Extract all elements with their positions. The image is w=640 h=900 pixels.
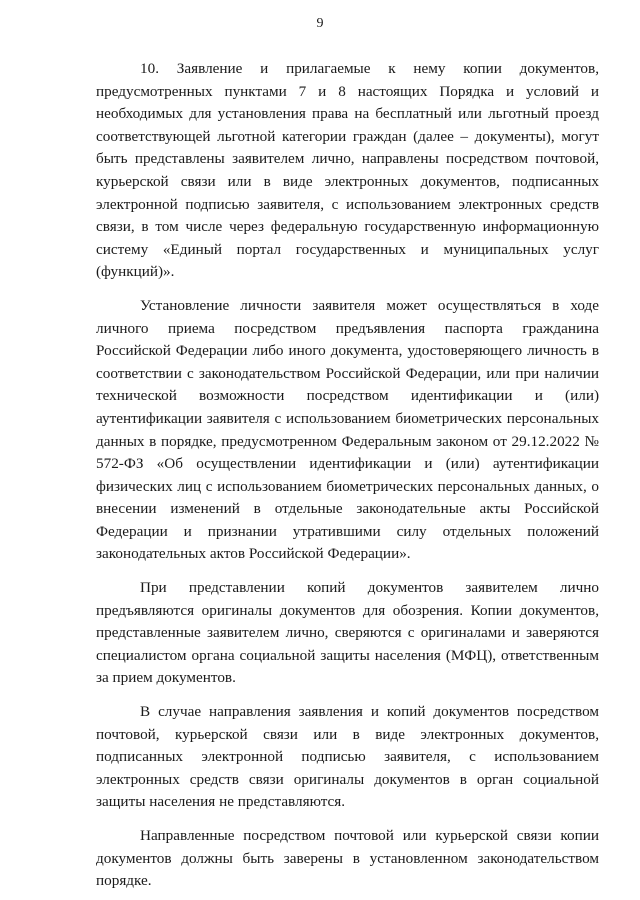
paragraph-10-submission: 10. Заявление и прилагаемые к нему копии документов, предусмотренных пунктами 7 и 8 настоящих Порядка и условий и необходимых для установления права на бесплатный или льготный проезд соответствующей льготной категории граждан (далее – документы), могут быть представлены заявителем лично, направлены посредством почтовой, курьерской связи или в виде электронных документов, подписанных электронной подписью заявителя, с использованием электронных средств связи, в том числе через федеральную государственную информационную систему «Единый портал государственных и муниципальных услуг (функций)». xyxy=(96,60,599,281)
paragraph-originals-presentation: При представлении копий документов заявителем лично предъявляются оригиналы документов для обозрения. Копии документов, представленные заявителем лично, сверяются с оригиналами и заверяются специалистом органа социальной защиты населения (МФЦ), ответственным за прием документов. xyxy=(96,579,599,687)
page-number: 9 xyxy=(316,16,324,31)
document-body xyxy=(96,58,599,893)
paragraph-certified-copies: Направленные посредством почтовой или курьерской связи копии документов должны быть заверены в установленном законодательством порядке. xyxy=(96,827,599,890)
paragraph-identity-verification: Установление личности заявителя может осуществляться в ходе личного приема посредством предъявления паспорта гражданина Российской Федерации либо иного документа, удостоверяющего личность в соответствии с законодательством Российской Федерации, или при наличии технической возможности посредством идентификации и (или) аутентификации заявителя с использованием биометрических персональных данных в порядке, предусмотренном Федеральным законом от 29.12.2022 № 572-ФЗ «Об осуществлении идентификации и (или) аутентификации физических лиц с использованием биометрических персональных данных, о внесении изменений в отдельные законодательные акты Российской Федерации и признании утратившими силу отдельных положений законодательных актов Российской Федерации». xyxy=(96,296,599,563)
paragraph-postal-electronic: В случае направления заявления и копий документов посредством почтовой, курьерской связи или в виде электронных документов, подписанных электронной подписью заявителя, с использованием электронных средств связи оригиналы документов в орган социальной защиты населения не представляются. xyxy=(96,703,599,811)
